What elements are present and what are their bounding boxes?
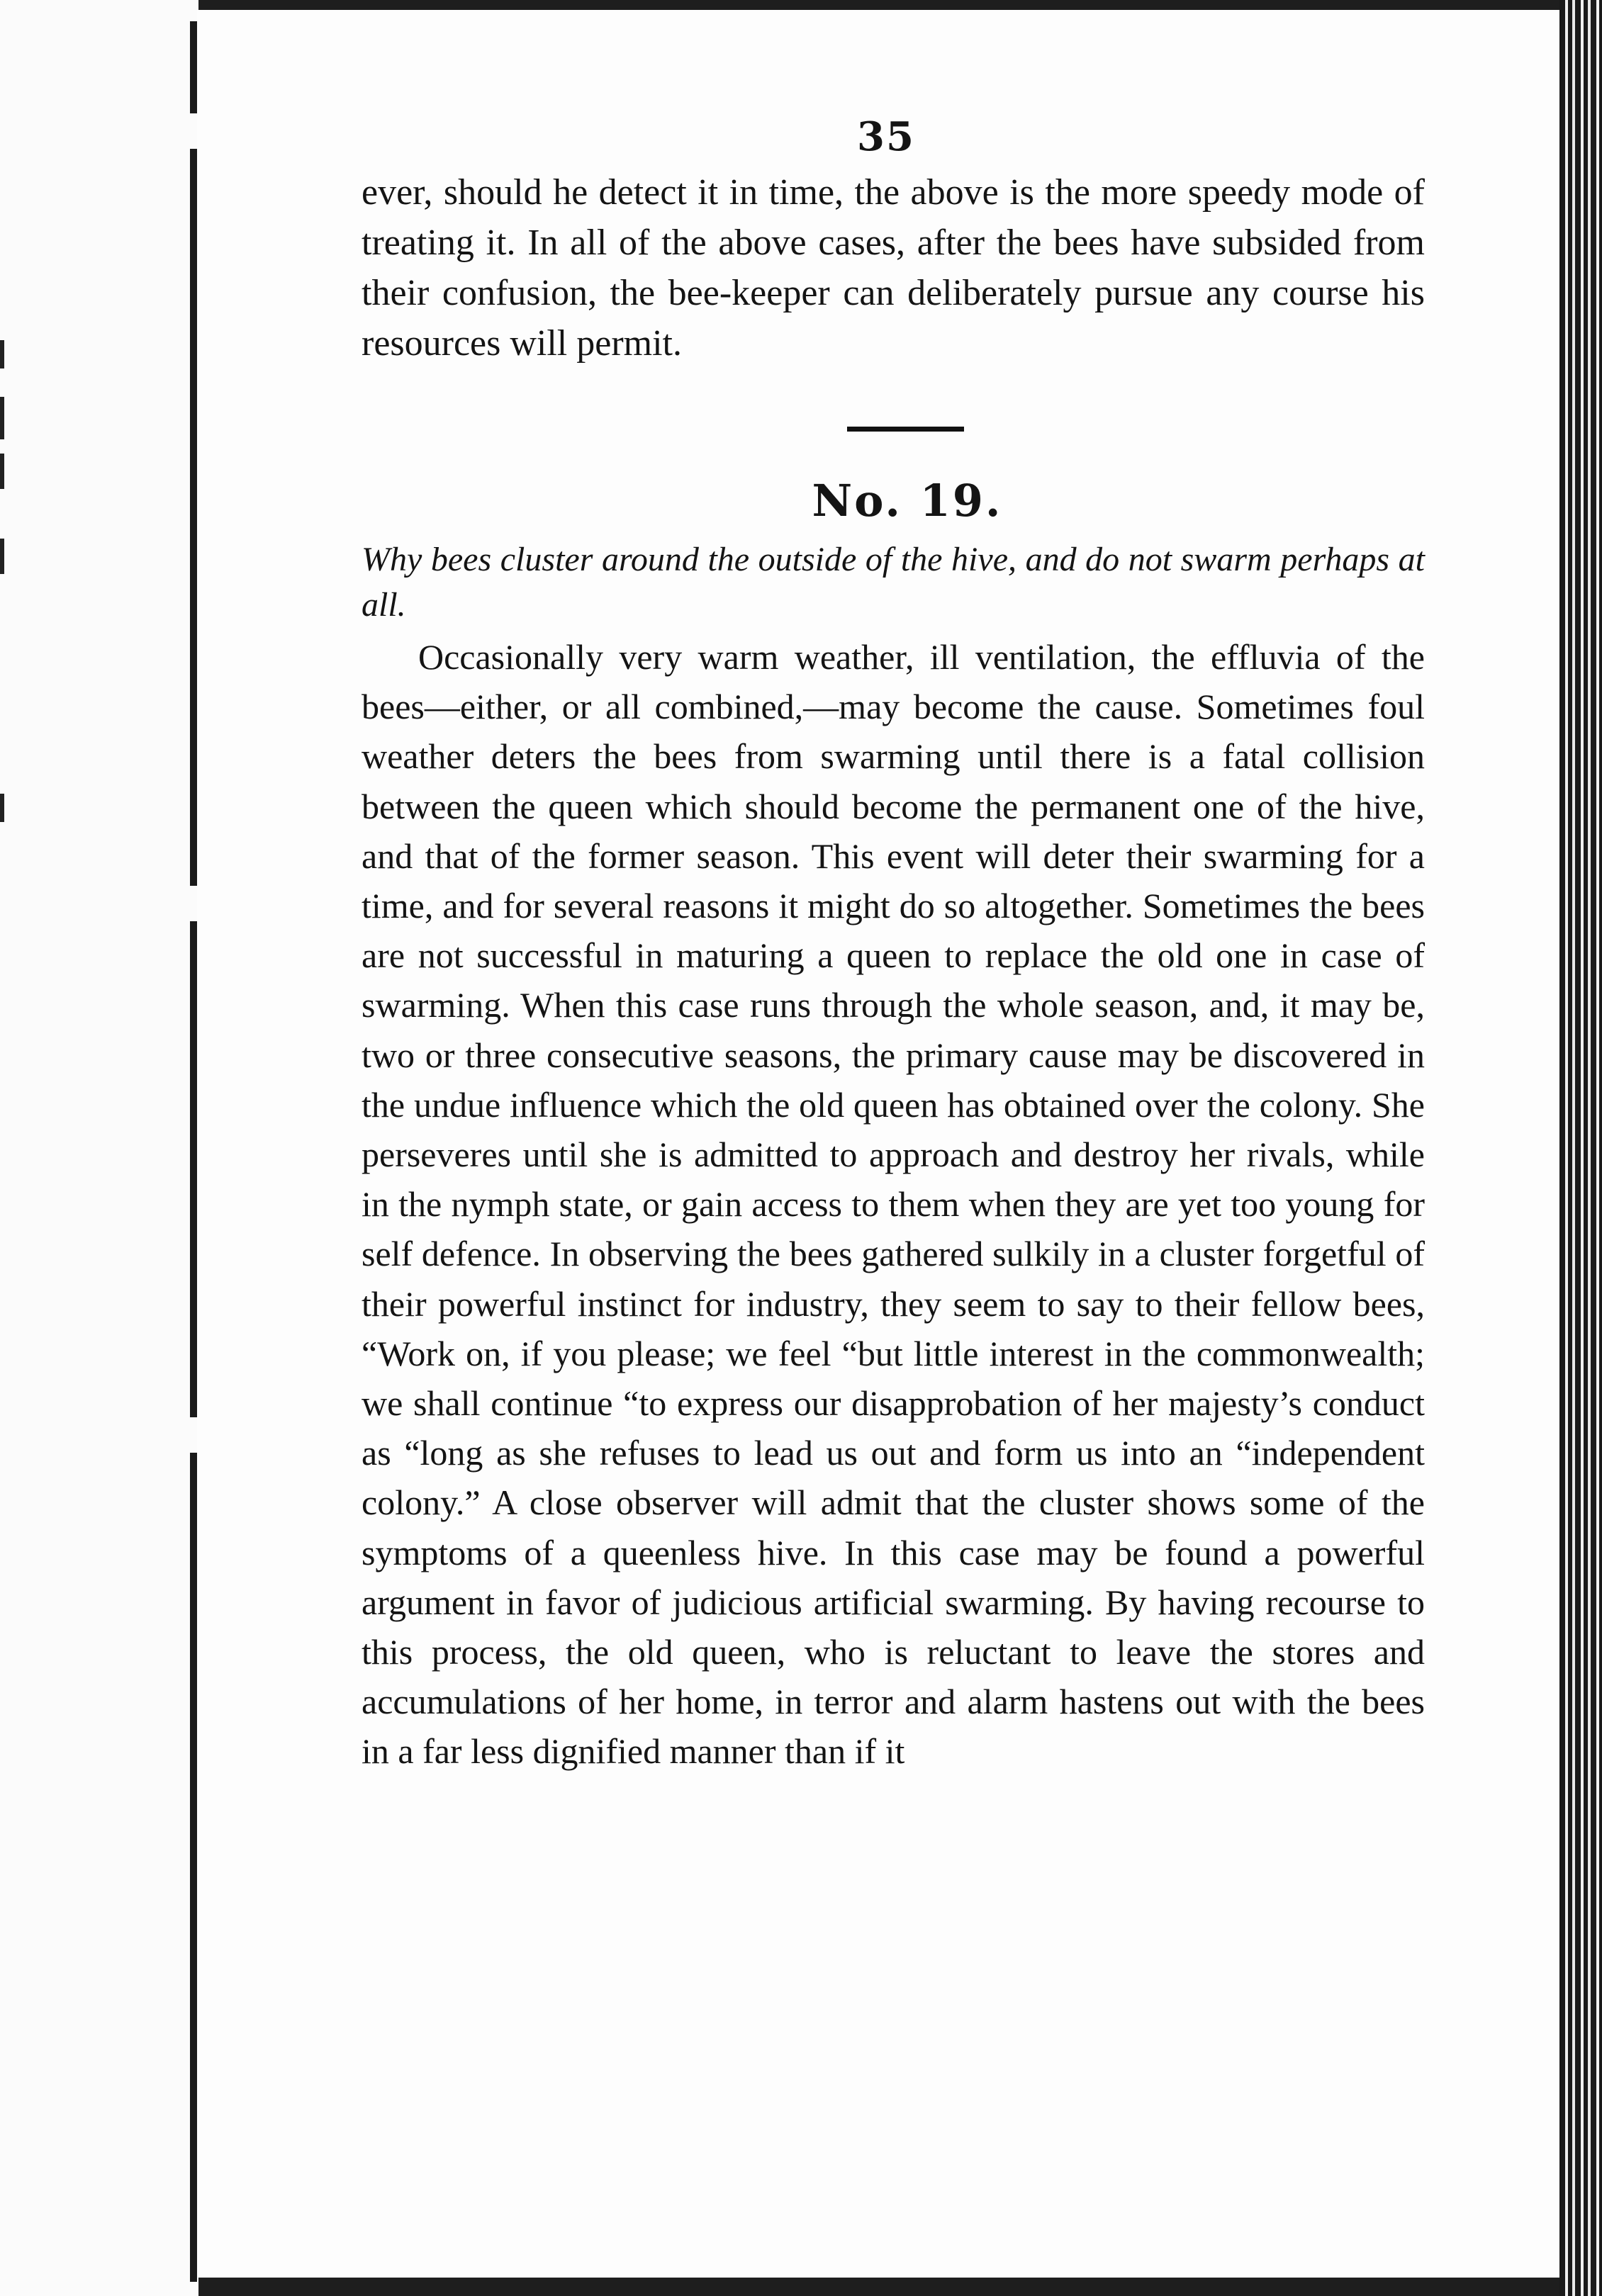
gutter-line	[190, 1453, 197, 2282]
continued-paragraph	[362, 167, 1425, 368]
section-subtitle	[362, 537, 1425, 628]
gutter-line	[190, 21, 197, 113]
section-heading: No. 19.	[812, 475, 1003, 527]
gutter-line	[190, 921, 197, 1417]
paragraph-text: ever, should he detect it in time, the above is the more speedy mode of treating it. In all of the above cases, after the bees have subsided from their confusion, the bee-keeper can deliberately pursue any course his resources will permit.	[362, 172, 1425, 364]
section-divider	[847, 427, 964, 432]
subtitle-text: Why bees cluster around the outside of the hive, and do not swarm perhaps at all.	[362, 541, 1425, 624]
facing-page-edge	[0, 0, 197, 2296]
body-text: Occasionally very warm weather, ill ventilation, the effluvia of the bees—either, or all combined,—may become the cause. Sometimes foul weather deters the bees from swarming until there is a fatal collision between the queen which should become the permanent one of the hive, and that of the former season. This event will deter their swarming for a time, and for several reasons it might do so altogether. Sometimes the bees are not successful in maturing a queen to replace the old one in case of swarming. When this case runs through the whole season, and, it may be, two or three consecutive seasons, the primary cause may be discovered in the undue influence which the old queen has obtained over the colony. She perseveres until she is admitted to approach and destroy her rivals, while in the nymph state, or gain access to them when they are yet too young for self defence. In observing the bees gathered sulkily in a cluster forgetful of their powerful instinct for industry, they seem to say to their fellow bees, “Work on, if you please; we feel “but little interest in the commonwealth; we shall continue “to express our disapprobation of her majesty’s conduct as “long as she refuses to lead us out and form us into an “independent colony.” A close observer will admit that the cluster shows some of the symptoms of a queenless hive. In this case may be found a powerful argument in favor of judicious artificial swarming. By having recourse to this process, the old queen, who is reluctant to leave the stores and accumulations of her home, in terror and alarm hastens out with the bees in a far less dignified manner than if it	[362, 637, 1425, 1772]
book-spine-edge	[1559, 0, 1602, 2296]
gutter-line	[190, 149, 197, 886]
bottom-border	[198, 2278, 1588, 2296]
page-number: 35	[857, 113, 915, 160]
section-body	[362, 632, 1425, 1777]
top-border	[198, 0, 1588, 10]
